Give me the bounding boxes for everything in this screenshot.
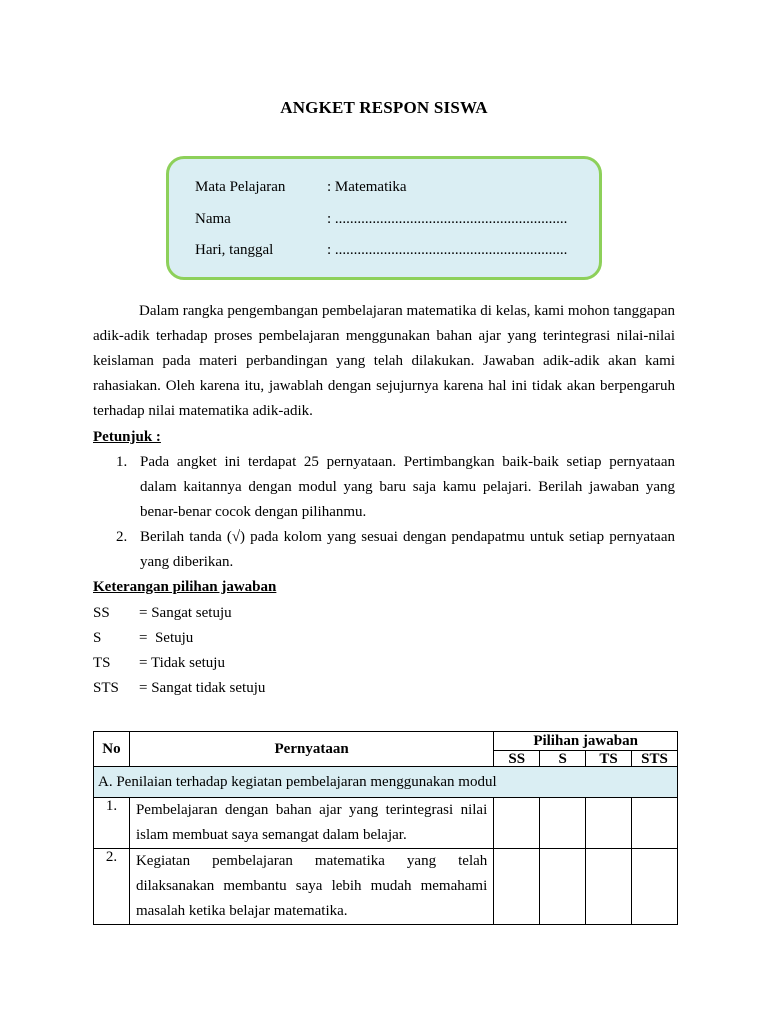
row-statement: Kegiatan pembelajaran matematika yang telah dilaksanakan membantu saya lebih mudah memahami masalah ketika belajar matematika. [129,849,493,925]
subject-label: Mata Pelajaran [195,179,286,195]
intro-text: Dalam rangka pengembangan pembelajaran matematika di kelas, kami mohon tanggapan adik-adik terhadap proses pembelajaran menggunakan bahan ajar yang terintegrasi nilai-nilai keislaman pada materi perbandingan yang telah dilakukan. Jawaban adik-adik akan kami rahasiakan. Oleh karena itu, jawablah dengan sejujurnya karena hal ini tidak akan berpengaruh terhadap nilai matematika adik-adik. [93,303,675,419]
table-row [94,849,678,925]
column-header-sts: STS [632,751,678,767]
answer-cell-s[interactable] [540,798,586,849]
column-header-ss: SS [494,751,540,767]
date-field[interactable]: : .............................................................. [327,242,568,258]
survey-table [93,731,678,925]
answer-cell-ts[interactable] [586,849,632,925]
instruction-number: 1. [116,454,128,470]
legend-desc: = Tidak setuju [139,655,225,671]
intro-paragraph [93,299,675,424]
column-header-statement: Pernyataan [129,732,493,767]
instruction-item [116,525,675,575]
answer-cell-ts[interactable] [586,798,632,849]
section-a-title: A. Penilaian terhadap kegiatan pembelajaran menggunakan modul [94,767,678,798]
answer-cell-ss[interactable] [494,798,540,849]
legend-desc: = Sangat tidak setuju [139,680,266,696]
answer-cell-s[interactable] [540,849,586,925]
legend-abbr: TS [93,655,111,671]
legend-desc: = Setuju [139,630,194,646]
row-statement: Pembelajaran dengan bahan ajar yang terintegrasi nilai islam membuat saya semangat dalam belajar. [129,798,493,849]
legend-abbr: S [93,630,102,646]
column-header-ts: TS [586,751,632,767]
subject-value: : Matematika [327,179,407,195]
student-info-box [166,156,602,280]
instructions-heading: Petunjuk : [93,429,161,445]
column-header-choices: Pilihan jawaban [494,732,678,751]
legend-abbr: SS [93,605,110,621]
name-field[interactable]: : .............................................................. [327,211,568,227]
instruction-text: Berilah tanda (√) pada kolom yang sesuai dengan pendapatmu untuk setiap pernyataan yang diberikan. [140,529,675,570]
instruction-item [116,450,675,525]
name-label: Nama [195,211,231,227]
legend-desc: = Sangat setuju [139,605,232,621]
answer-cell-ss[interactable] [494,849,540,925]
date-label: Hari, tanggal [195,242,274,258]
row-number: 2. [94,849,130,925]
page-title: ANGKET RESPON SISWA [280,98,488,117]
row-number: 1. [94,798,130,849]
legend-heading: Keterangan pilihan jawaban [93,579,277,595]
answer-cell-sts[interactable] [632,798,678,849]
answer-cell-sts[interactable] [632,849,678,925]
instruction-number: 2. [116,529,128,545]
section-row [94,767,678,798]
column-header-no: No [94,732,130,767]
table-row [94,798,678,849]
instruction-text: Pada angket ini terdapat 25 pernyataan. Pertimbangkan baik-baik setiap pernyataan dalam kaitannya dengan modul yang baru saja kamu pelajari. Berilah jawaban yang benar-benar cocok dengan pilihanmu. [140,454,675,520]
legend-abbr: STS [93,680,119,696]
column-header-s: S [540,751,586,767]
